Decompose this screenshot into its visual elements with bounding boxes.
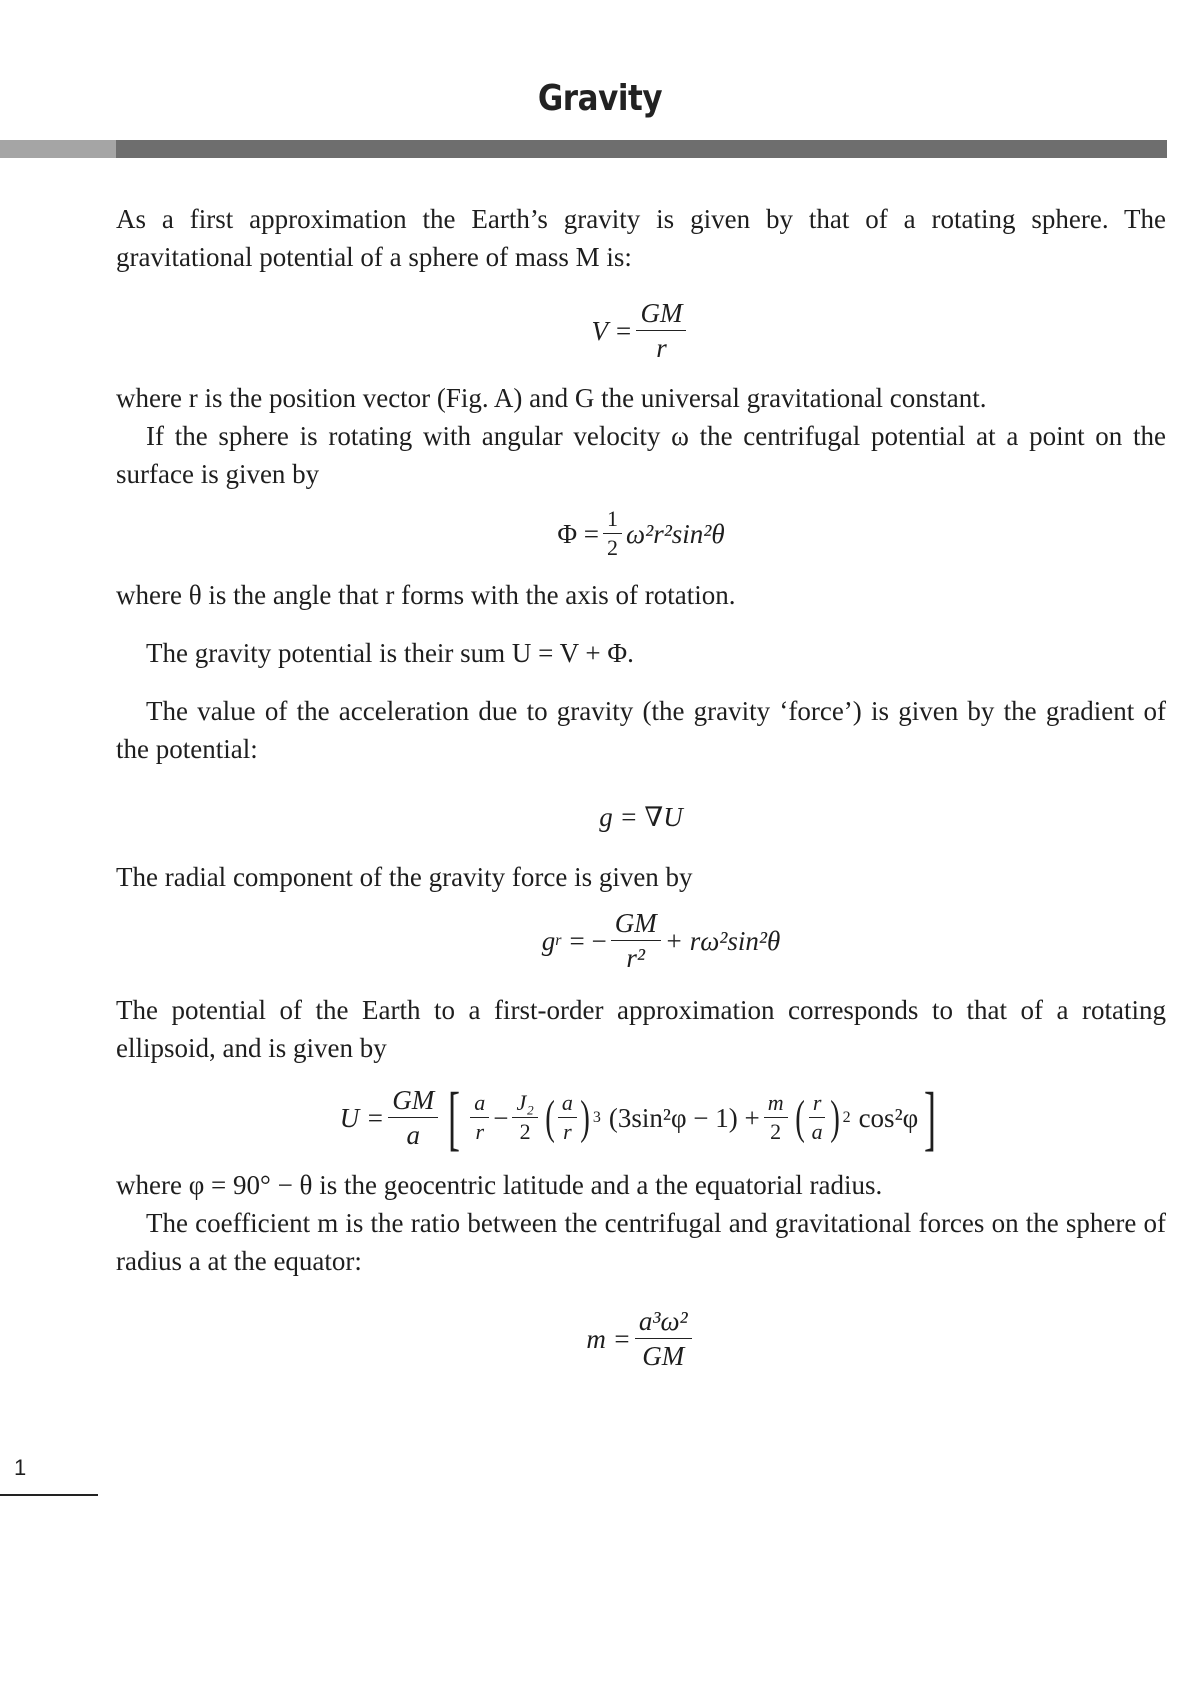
- eq5-t4: (3sin²φ − 1) +: [608, 1102, 760, 1133]
- eq1-denominator: r: [656, 333, 667, 363]
- eq6-fraction: [635, 1306, 692, 1371]
- eq5-fraction-m2: [764, 1091, 788, 1144]
- eq5-t5-den: 2: [770, 1119, 782, 1144]
- eq1-lhs: V =: [591, 315, 633, 346]
- eq2-rest: ω²r²sin²θ: [626, 518, 725, 549]
- equation-coefficient: [116, 1306, 1166, 1371]
- eq5-fraction-ar: [470, 1091, 489, 1144]
- paren-close-1: ): [580, 1090, 590, 1144]
- eq2-numerator: 1: [603, 507, 622, 534]
- eq5-t5-num: m: [764, 1091, 788, 1118]
- paragraph-intro: As a first approximation the Earth’s gravity is given by that of a rotating sphere. The gravitational potential of a sphere of mass M is:: [116, 204, 1166, 272]
- eq2-denominator: 2: [607, 535, 619, 560]
- equation-radial: g r = − $\frac{GM}{\text{r²}}$ + rω²sin²θ: [541, 908, 781, 973]
- eq5-t1-den: r: [475, 1119, 484, 1144]
- paren-open-2: (: [794, 1090, 805, 1144]
- header-rule-light: [0, 140, 116, 158]
- eq6-numerator: a³ω²: [635, 1306, 692, 1339]
- paragraph-gradient: The value of the acceleration due to gravity (the gravity ‘force’) is given by the gradient of the potential:: [116, 696, 1166, 764]
- paragraph-ellipsoid: The potential of the Earth to a first-order approximation corresponds to that of a rotating ellipsoid, and is given by: [116, 995, 1166, 1063]
- eq3-text: g = ∇U: [599, 802, 683, 832]
- eq6-lhs: m =: [586, 1323, 631, 1354]
- equation-gradient: [116, 798, 1166, 836]
- eq5-t1-num: a: [470, 1091, 489, 1118]
- eq5-t6-num: r: [809, 1091, 826, 1118]
- eq5-fraction-gm: [388, 1085, 438, 1150]
- eq2-lhs: Φ =: [557, 518, 600, 549]
- eq5-t6-den: a: [811, 1119, 823, 1144]
- equation-centrifugal: [116, 507, 1166, 560]
- eq1-numerator: GM: [636, 298, 686, 331]
- header-rule-dark: [116, 140, 1167, 158]
- eq5-gm-num: GM: [388, 1085, 438, 1118]
- eq6-denominator: GM: [642, 1341, 685, 1371]
- eq4-rest: + rω²sin²θ: [664, 925, 781, 956]
- eq5-t2-num: J₂: [512, 1091, 537, 1118]
- eq5-lhs: U =: [339, 1102, 385, 1133]
- eq5-minus: −: [493, 1102, 509, 1133]
- eq5-t3-den: r: [563, 1119, 572, 1144]
- paragraph-angle: where θ is the angle that r forms with the axis of rotation.: [116, 580, 736, 610]
- paragraph-sum: The gravity potential is their sum U = V + Φ.: [146, 638, 634, 668]
- eq5-t7: cos²φ: [858, 1102, 919, 1133]
- eq5-t2-den: 2: [519, 1119, 531, 1144]
- eq4-numerator: GM: [611, 908, 661, 941]
- document-body: [116, 200, 1166, 1371]
- eq5-fraction-j2: [512, 1091, 537, 1144]
- eq5-t3-num: a: [558, 1091, 577, 1118]
- eq1-fraction: [636, 298, 686, 363]
- paragraph-rotation: If the sphere is rotating with angular velocity ω the centrifugal potential at a point on the surface is given by: [116, 421, 1166, 489]
- eq5-gm-den: a: [406, 1120, 420, 1150]
- eq2-fraction: [603, 507, 622, 560]
- bracket-close: ]: [924, 1077, 937, 1158]
- paragraph-position-vector: where r is the position vector (Fig. A) and G the universal gravitational constant.: [116, 383, 987, 413]
- page-title: Gravity: [537, 78, 663, 119]
- eq4-eqsign: = −: [569, 925, 607, 956]
- eq5-fraction-ra: [808, 1091, 827, 1144]
- page-number: 1: [14, 1455, 27, 1480]
- bracket-open: [: [448, 1077, 461, 1158]
- eq4-lhs: g: [541, 925, 556, 956]
- eq5-fraction-ar-pow: [558, 1091, 577, 1144]
- paren-close-2: ): [829, 1090, 840, 1144]
- equation-ellipsoid: U = $\frac{GM}{a}$ [ $\frac{a}{r}$ − $\frac{\text{J₂}}{2}$ ( $\frac{a}{r}$ ) 3 (3sin²φ − 1) + $\frac{m}{2}$ ( $\frac{r}{a}$ ) 2 cos²φ ]: [339, 1077, 937, 1158]
- paragraph-radial: The radial component of the gravity force is given by: [116, 862, 693, 892]
- equation-potential: [116, 298, 1166, 363]
- page-number-rule: [0, 1494, 98, 1496]
- eq4-fraction: [611, 908, 661, 973]
- paren-open-1: (: [545, 1090, 555, 1144]
- eq4-denominator: r²: [626, 943, 646, 973]
- paragraph-coefficient: The coefficient m is the ratio between the centrifugal and gravitational forces on the sphere of radius a at the equator:: [116, 1208, 1166, 1276]
- paragraph-latitude: where φ = 90° − θ is the geocentric latitude and a the equatorial radius.: [116, 1170, 883, 1200]
